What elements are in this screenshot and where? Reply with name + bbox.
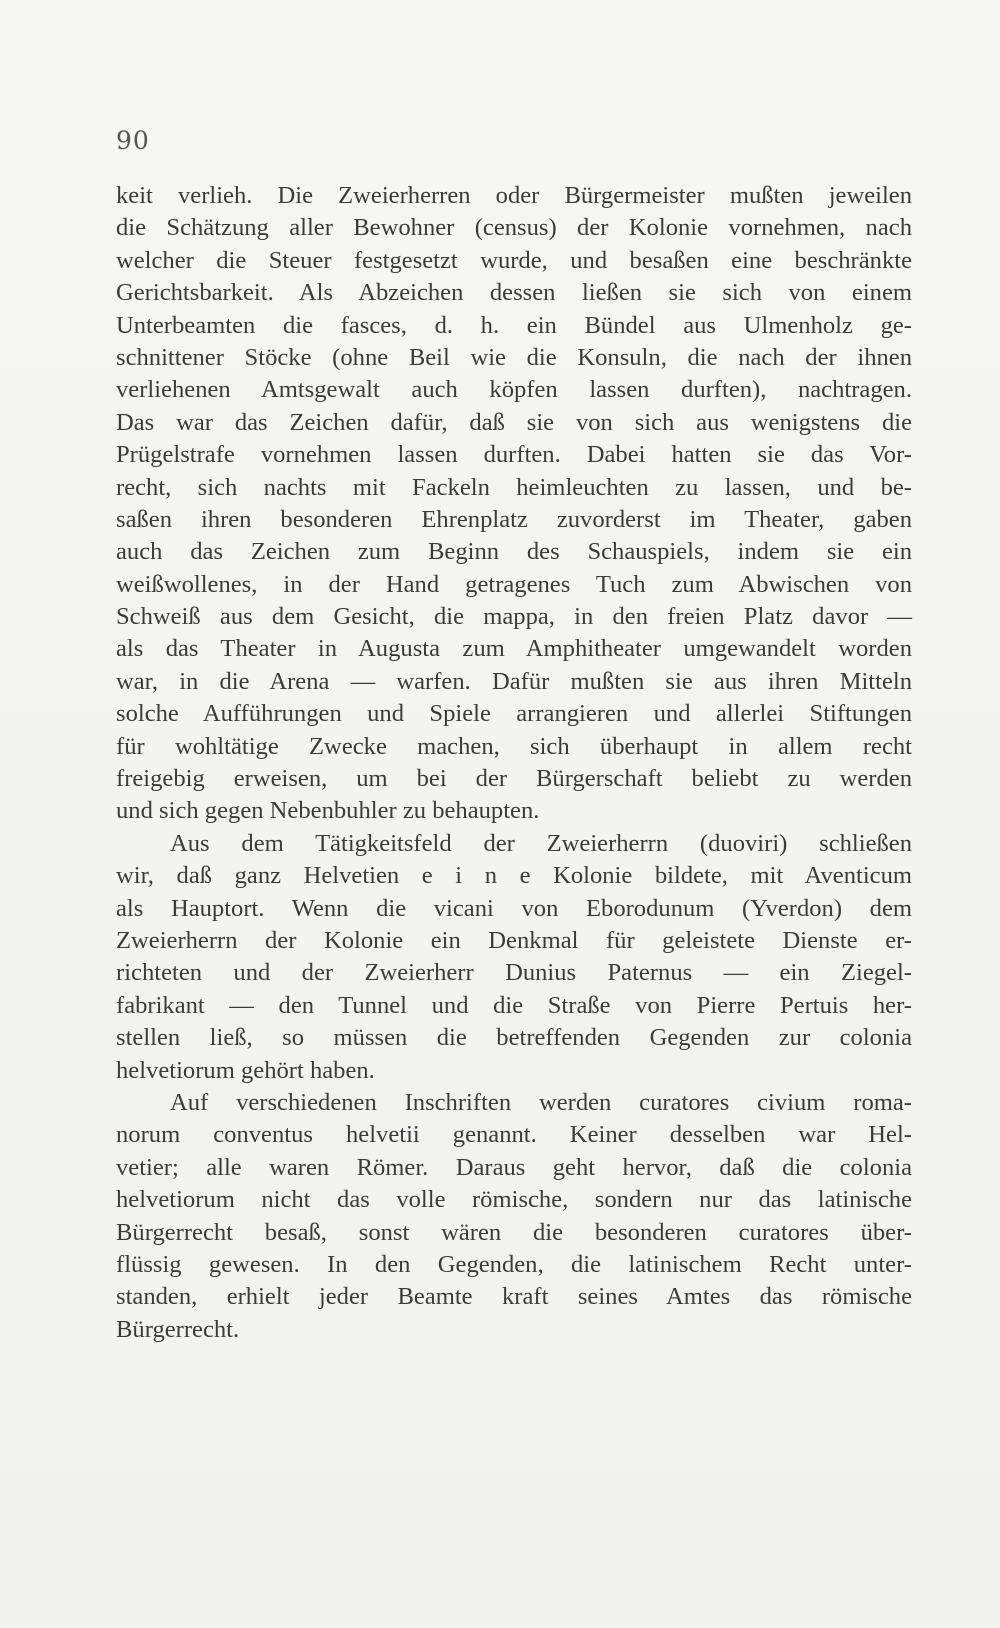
text-line: weißwollenes, in der Hand getragenes Tuch zum Abwischen von xyxy=(116,570,912,598)
text-line: fabrikant — den Tunnel und die Straße von Pierre Pertuis her- xyxy=(116,991,912,1019)
text-line: saßen ihren besonderen Ehrenplatz zuvorderst im Theater, gaben xyxy=(116,505,912,533)
text-line: die Schätzung aller Bewohner (census) der Kolonie vornehmen, nach xyxy=(116,214,912,242)
text-line: wir, daß ganz Helvetien e i n e Kolonie bildete, mit Aventicum xyxy=(116,862,912,890)
text-line: Gerichtsbarkeit. Als Abzeichen dessen ließen sie sich von einem xyxy=(116,279,912,307)
text-line: Schweiß aus dem Gesicht, die mappa, in den freien Platz davor — xyxy=(116,603,912,631)
text-line: helvetiorum nicht das volle römische, sondern nur das latinische xyxy=(116,1186,912,1214)
paragraph-1 xyxy=(116,180,912,828)
text-line: Prügelstrafe vornehmen lassen durften. Dabei hatten sie das Vor- xyxy=(116,441,912,469)
text-line: vetier; alle waren Römer. Daraus geht hervor, daß die colonia xyxy=(116,1153,912,1181)
text-line: Bürgerrecht. xyxy=(116,1315,240,1343)
text-line: auch das Zeichen zum Beginn des Schauspiels, indem sie ein xyxy=(116,538,912,566)
text-line: freigebig erweisen, um bei der Bürgerschaft beliebt zu werden xyxy=(116,765,912,793)
text-line: Aus dem Tätigkeitsfeld der Zweierherrn (duoviri) schließen xyxy=(170,829,912,857)
text-line: richteten und der Zweierherr Dunius Paternus — ein Ziegel- xyxy=(116,959,912,987)
text-line: und sich gegen Nebenbuhler zu behaupten. xyxy=(116,797,540,825)
text-line: solche Aufführungen und Spiele arrangieren und allerlei Stiftungen xyxy=(116,700,912,728)
text-line: norum conventus helvetii genannt. Keiner desselben war Hel- xyxy=(116,1121,912,1149)
text-line: helvetiorum gehört haben. xyxy=(116,1056,375,1084)
text-line: stellen ließ, so müssen die betreffenden Gegenden zur colonia xyxy=(116,1024,912,1052)
text-line: Bürgerrecht besaß, sonst wären die besonderen curatores über- xyxy=(116,1218,912,1246)
text-line: als Hauptort. Wenn die vicani von Eborodunum (Yverdon) dem xyxy=(116,894,912,922)
text-line: Auf verschiedenen Inschriften werden curatores civium roma- xyxy=(170,1088,912,1116)
text-line: flüssig gewesen. In den Gegenden, die latinischem Recht unter- xyxy=(116,1250,912,1278)
text-line: Unterbeamten die fasces, d. h. ein Bündel aus Ulmenholz ge- xyxy=(116,311,912,339)
text-line: recht, sich nachts mit Fackeln heimleuchten zu lassen, und be- xyxy=(116,473,912,501)
text-line: Zweierherrn der Kolonie ein Denkmal für geleistete Dienste er- xyxy=(116,926,912,954)
text-line: welcher die Steuer festgesetzt wurde, und besaßen eine beschränkte xyxy=(116,246,912,274)
paragraph-3 xyxy=(116,1087,912,1346)
text-line: Das war das Zeichen dafür, daß sie von sich aus wenigstens die xyxy=(116,408,912,436)
paragraph-2 xyxy=(116,828,912,1087)
text-line: als das Theater in Augusta zum Amphitheater umgewandelt worden xyxy=(116,635,912,663)
text-line: war, in die Arena — warfen. Dafür mußten sie aus ihren Mitteln xyxy=(116,667,912,695)
text-line: keit verlieh. Die Zweierherren oder Bürgermeister mußten jeweilen xyxy=(116,182,912,209)
text-line: schnittener Stöcke (ohne Beil wie die Konsuln, die nach der ihnen xyxy=(116,343,912,371)
text-line: standen, erhielt jeder Beamte kraft seines Amtes das römische xyxy=(116,1283,912,1311)
page-number: 90 xyxy=(116,126,150,155)
text-line: für wohltätige Zwecke machen, sich überhaupt in allem recht xyxy=(116,732,912,760)
body-text xyxy=(116,180,912,1346)
text-line: verliehenen Amtsgewalt auch köpfen lassen durften), nachtragen. xyxy=(116,376,912,404)
